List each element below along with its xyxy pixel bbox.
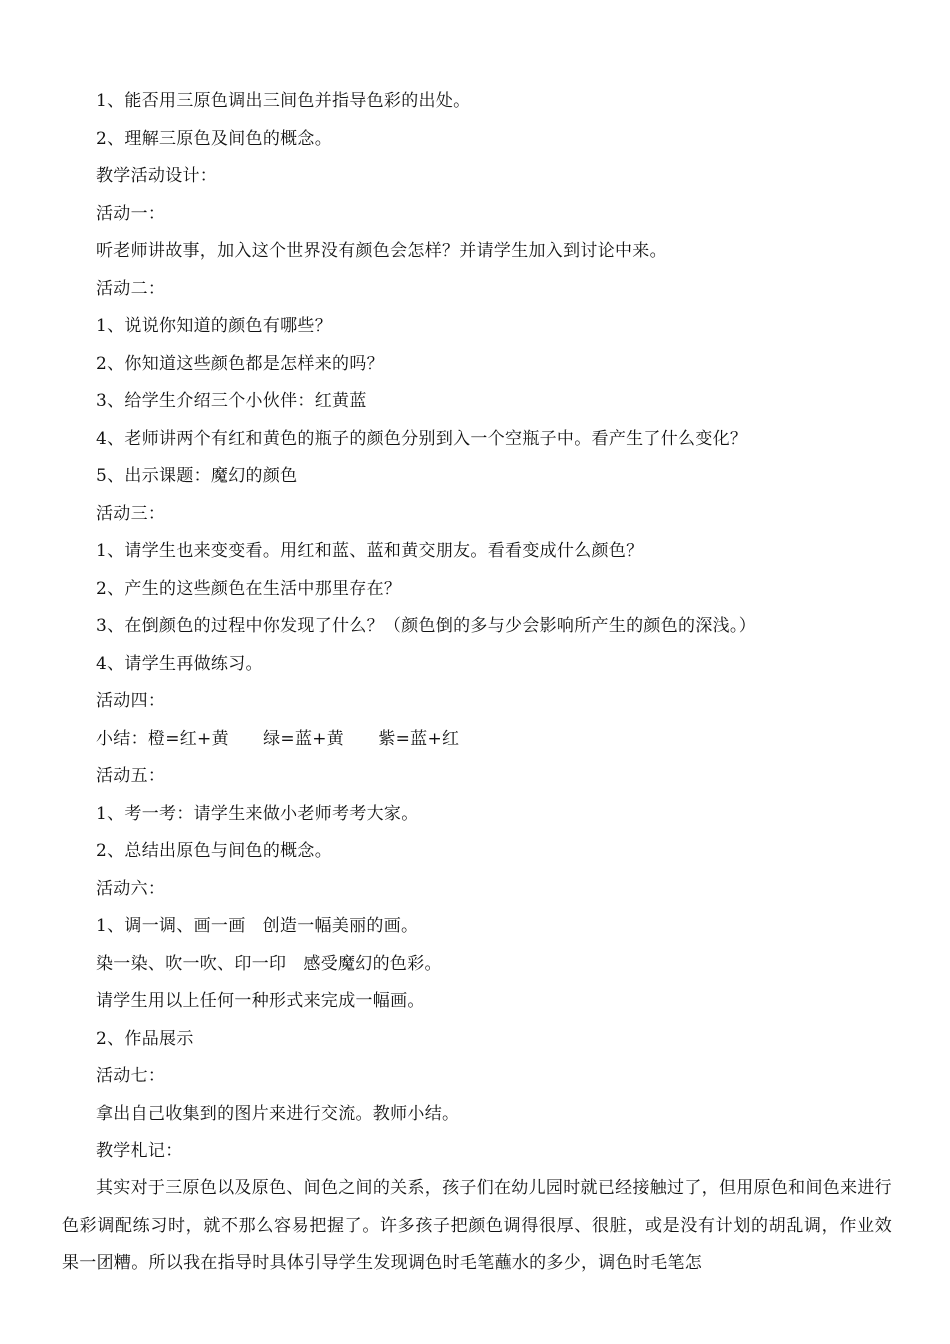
activity-heading: 活动四： bbox=[96, 691, 166, 711]
section-heading: 教学活动设计： bbox=[96, 166, 218, 186]
text-line: 1、请学生也来变变看。用红和蓝、蓝和黄交朋友。看看变成什么颜色？ bbox=[96, 541, 644, 561]
activity-heading: 活动三： bbox=[96, 504, 166, 524]
text-line: 4、请学生再做练习。 bbox=[96, 654, 263, 674]
text-line: 染一染、吹一吹、印一印 感受魔幻的色彩。 bbox=[96, 954, 442, 974]
text-line: 2、产生的这些颜色在生活中那里存在？ bbox=[96, 579, 402, 599]
text-line: 1、调一调、画一画 创造一幅美丽的画。 bbox=[96, 916, 419, 936]
activity-heading: 活动一： bbox=[96, 204, 166, 224]
activity-heading: 活动七： bbox=[96, 1066, 166, 1086]
text-line: 2、理解三原色及间色的概念。 bbox=[96, 129, 333, 149]
text-line: 听老师讲故事，加入这个世界没有颜色会怎样？并请学生加入到讨论中来。 bbox=[96, 241, 667, 261]
activity-heading: 活动六： bbox=[96, 879, 166, 899]
text-line: 3、给学生介绍三个小伙伴：红黄蓝 bbox=[96, 391, 367, 411]
text-line: 请学生用以上任何一种形式来完成一幅画。 bbox=[96, 991, 425, 1011]
reflection-paragraph: 其实对于三原色以及原色、间色之间的关系，孩子们在幼儿园时就已经接触过了，但用原色和间色来进行色彩调配练习时，就不那么容易把握了。许多孩子把颜色调得很厚、很脏，或是没有计划的胡乱调，作业效果一团糟。所以我在指导时具体引导学生发现调色时毛笔蘸水的多少，调色时毛笔怎 bbox=[62, 1178, 892, 1273]
text-line: 2、你知道这些颜色都是怎样来的吗？ bbox=[96, 354, 384, 374]
activity-heading: 活动五： bbox=[96, 766, 166, 786]
summary-line: 小结：橙=红+黄 绿=蓝+黄 紫=蓝+红 bbox=[96, 729, 460, 749]
text-line: 拿出自己收集到的图片来进行交流。教师小结。 bbox=[96, 1104, 460, 1124]
text-line: 1、能否用三原色调出三间色并指导色彩的出处。 bbox=[96, 91, 471, 111]
text-line: 2、作品展示 bbox=[96, 1029, 194, 1049]
text-line: 2、总结出原色与间色的概念。 bbox=[96, 841, 333, 861]
text-line: 1、考一考：请学生来做小老师考考大家。 bbox=[96, 804, 419, 824]
text-line: 3、在倒颜色的过程中你发现了什么？（颜色倒的多与少会影响所产生的颜色的深浅。） bbox=[96, 616, 757, 636]
section-heading: 教学札记： bbox=[96, 1141, 183, 1161]
text-line: 1、说说你知道的颜色有哪些？ bbox=[96, 316, 333, 336]
text-line: 5、出示课题：魔幻的颜色 bbox=[96, 466, 298, 486]
activity-heading: 活动二： bbox=[96, 279, 166, 299]
text-line: 4、老师讲两个有红和黄色的瓶子的颜色分别到入一个空瓶子中。看产生了什么变化？ bbox=[96, 429, 748, 449]
